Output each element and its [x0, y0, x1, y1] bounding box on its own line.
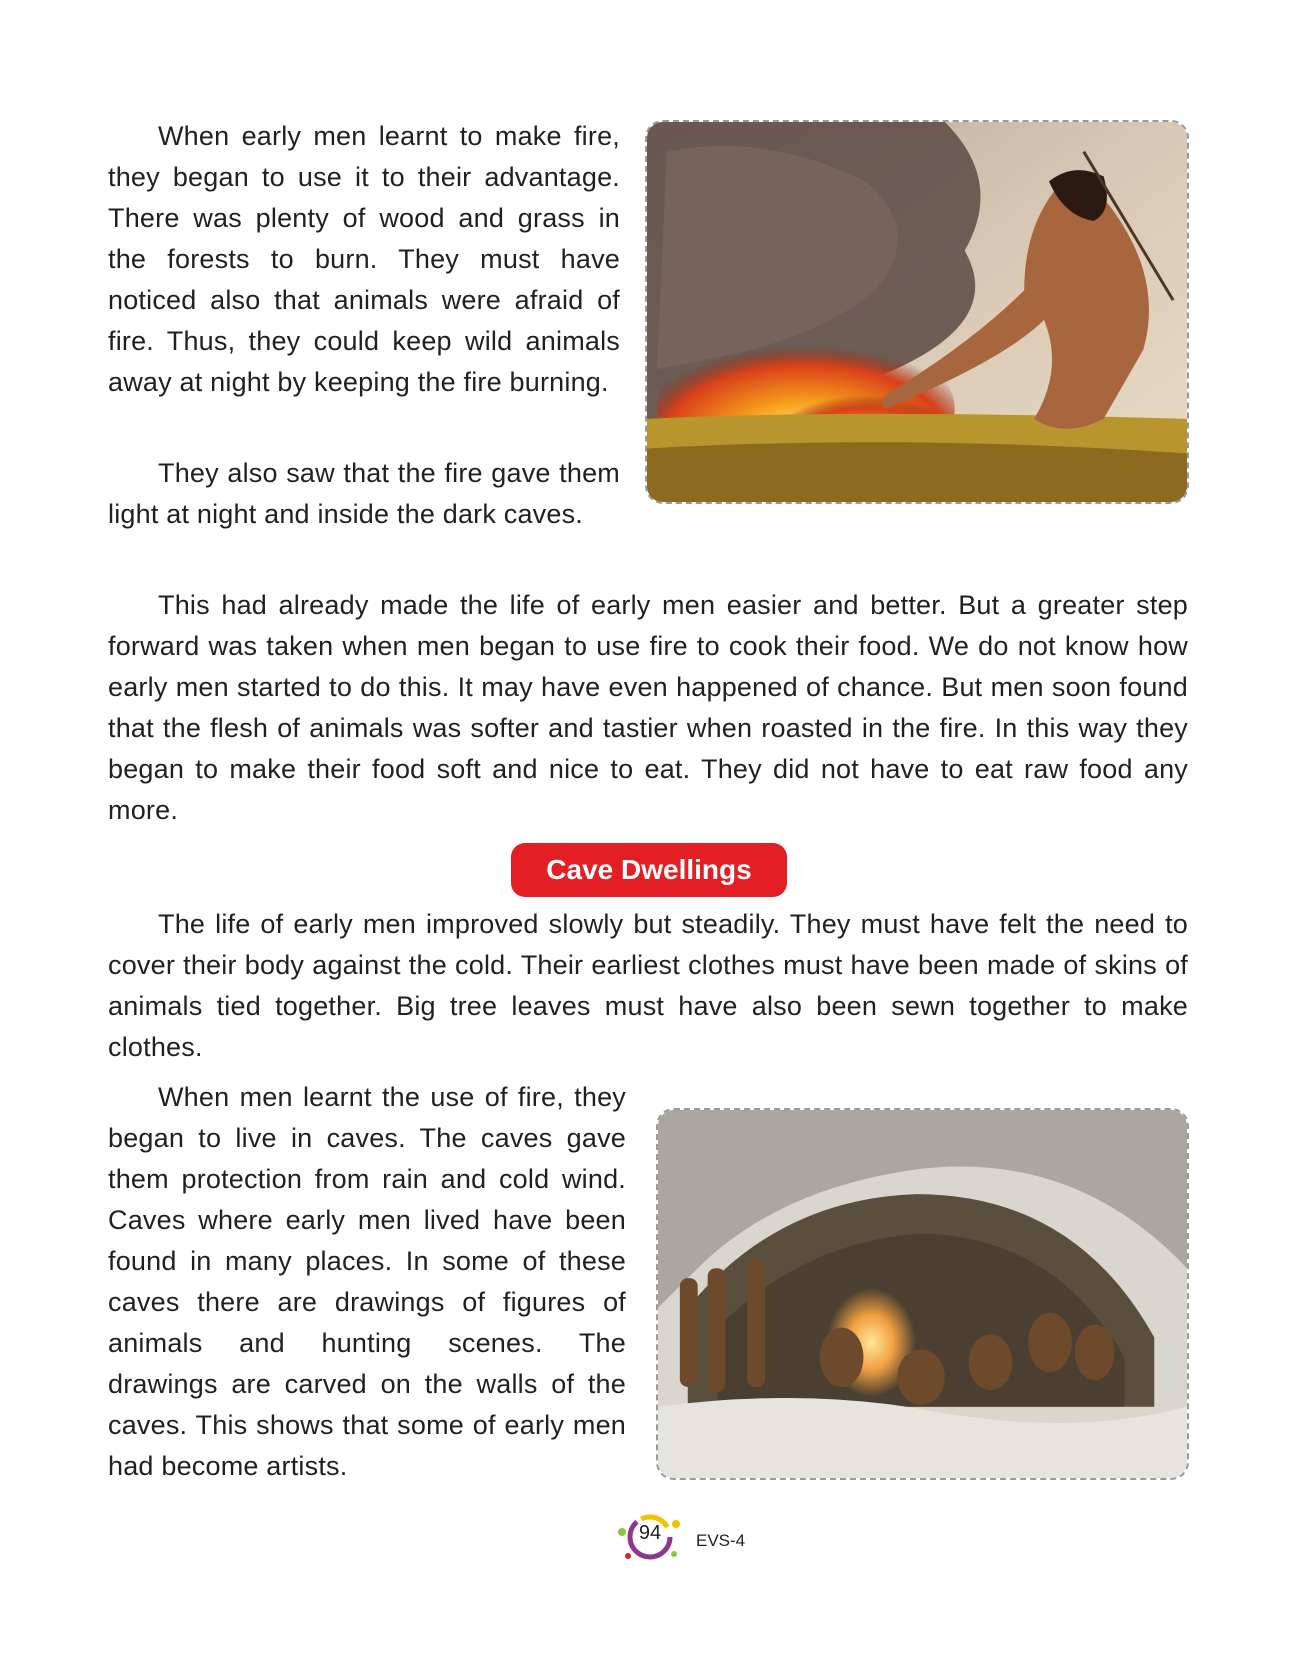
paragraph-cooking-food: This had already made the life of early men easier and better. But a greater step forward was taken when men began to use fire to cook their food. We do not know how early men started to do this. It may have even happened of chance. But men soon found that the flesh of animals was softer and tastier when roasted in the fire. In this way they began to make their food soft and nice to eat. They did not have to eat raw food any more. [108, 590, 1188, 825]
cave-dwelling-illustration [656, 1108, 1189, 1480]
paragraph-caves: When men learnt the use of fire, they began to live in caves. The caves gave them protection from rain and cold wind. Caves where early men lived have been found in many places. In some of these caves there are drawings of figures of animals and hunting scenes. The drawings are carved on the walls of the caves. This shows that some of early men had become artists. [108, 1082, 626, 1481]
paragraph-fire-light: They also saw that the fire gave them light at night and inside the dark caves. [108, 458, 620, 529]
book-code: EVS-4 [696, 1531, 746, 1550]
section-heading-cave-dwellings: Cave Dwellings [511, 843, 787, 897]
early-men-fire-illustration [645, 120, 1189, 504]
page-footer [604, 1510, 764, 1570]
page-number: 94 [638, 1522, 662, 1544]
paragraph-fire-advantage: When early men learnt to make fire, they began to use it to their advantage. There was plenty of wood and grass in the forests to burn. They must have noticed also that animals were afraid of fire. Thus, they could keep wild animals away at night by keeping the fire burning. [108, 121, 620, 397]
paragraph-clothes: The life of early men improved slowly but steadily. They must have felt the need to cover their body against the cold. Their earliest clothes must have been made of skins of animals tied together. Big tree leaves must have also been sewn together to make clothes. [108, 909, 1188, 1062]
